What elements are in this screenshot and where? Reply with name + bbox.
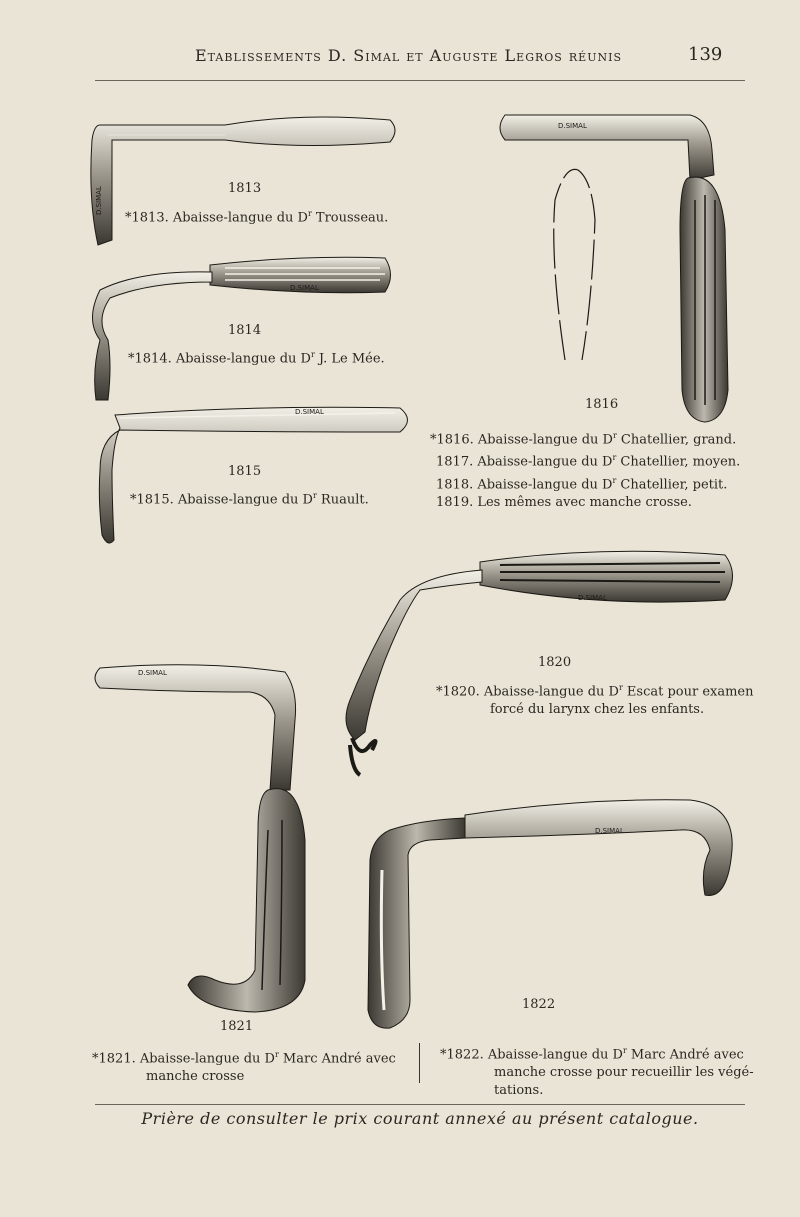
item-number-1814: 1814 bbox=[228, 323, 262, 338]
caption-divider bbox=[419, 1043, 420, 1083]
caption-1822-end: Marc André avec bbox=[626, 1047, 744, 1063]
caption-1814 bbox=[128, 346, 385, 368]
instrument-mark-1813: D.SIMAL bbox=[95, 186, 103, 215]
caption-1813-text: *1813. Abaisse-langue du D bbox=[125, 210, 308, 226]
caption-1819-text: 1819. Les mêmes avec manche crosse. bbox=[436, 494, 692, 510]
caption-1821-end: Marc André avec bbox=[278, 1051, 396, 1067]
caption-1813 bbox=[125, 205, 388, 227]
caption-1814-text: *1814. Abaisse-langue du D bbox=[128, 351, 311, 367]
caption-1815-end: Ruault. bbox=[316, 492, 369, 508]
caption-1817-sup: r bbox=[612, 453, 617, 463]
page-number: 139 bbox=[688, 44, 723, 65]
instrument-1816-illustration bbox=[500, 115, 728, 422]
instrument-mark-1816: D.SIMAL bbox=[558, 122, 587, 130]
caption-1818-text: 1818. Abaisse-langue du D bbox=[436, 476, 613, 492]
caption-1822-line3: tations. bbox=[494, 1083, 544, 1099]
item-number-1815: 1815 bbox=[228, 464, 262, 479]
caption-1822-line2: manche crosse pour recueillir les végé- bbox=[494, 1065, 754, 1081]
item-number-1813: 1813 bbox=[228, 181, 262, 196]
caption-1815-sup: r bbox=[312, 491, 317, 500]
caption-1814-sup: r bbox=[310, 350, 315, 359]
running-header-title: Etablissements D. Simal et Auguste Legros réunis bbox=[195, 46, 622, 65]
caption-1816-end: Chatellier, grand. bbox=[616, 432, 737, 448]
footer-rule bbox=[95, 1104, 745, 1105]
caption-1822-sup: r bbox=[622, 1046, 627, 1055]
item-number-1821: 1821 bbox=[220, 1019, 254, 1034]
caption-1821-sup: r bbox=[274, 1050, 279, 1059]
caption-1820-line2: forcé du larynx chez les enfants. bbox=[490, 702, 705, 718]
caption-1813-sup: r bbox=[307, 209, 312, 218]
caption-1821-line2: manche crosse bbox=[146, 1069, 245, 1085]
caption-1814-end: J. Le Mée. bbox=[314, 351, 385, 367]
caption-1820-end: Escat pour examen bbox=[622, 684, 754, 700]
instrument-mark-1820: D.SIMAL bbox=[578, 594, 607, 602]
caption-1821-text: *1821. Abaisse-langue du D bbox=[92, 1051, 275, 1067]
item-number-1820: 1820 bbox=[538, 655, 572, 670]
instrument-mark-1814: D.SIMAL bbox=[290, 284, 319, 292]
caption-1818-end: Chatellier, petit. bbox=[616, 476, 728, 492]
caption-1818-sup: r bbox=[612, 475, 617, 485]
item-number-1822: 1822 bbox=[522, 997, 556, 1012]
caption-1816-text: *1816. Abaisse-langue du D bbox=[430, 432, 613, 448]
caption-1822 bbox=[440, 1042, 754, 1100]
caption-1821 bbox=[92, 1046, 396, 1086]
caption-1820 bbox=[436, 679, 754, 719]
caption-1815-text: *1815. Abaisse-langue du D bbox=[130, 492, 313, 508]
instrument-mark-1815: D.SIMAL bbox=[295, 408, 324, 416]
instrument-mark-1822: D.SIMAL bbox=[595, 827, 624, 835]
footer-note: Prière de consulter le prix courant annexé au présent catalogue. bbox=[141, 1109, 699, 1128]
caption-1816-1819 bbox=[430, 427, 740, 512]
item-number-1816: 1816 bbox=[585, 397, 619, 412]
instrument-1822-illustration bbox=[368, 800, 732, 1028]
caption-1815 bbox=[130, 487, 369, 509]
caption-1822-text: *1822. Abaisse-langue du D bbox=[440, 1047, 623, 1063]
caption-1817-end: Chatellier, moyen. bbox=[616, 454, 741, 470]
instrument-mark-1821: D.SIMAL bbox=[138, 669, 167, 677]
instrument-1821-illustration bbox=[95, 665, 305, 1012]
caption-1817-text: 1817. Abaisse-langue du D bbox=[436, 454, 613, 470]
caption-1820-sup: r bbox=[618, 683, 623, 692]
caption-1816-sup: r bbox=[612, 431, 617, 440]
caption-1820-text: *1820. Abaisse-langue du D bbox=[436, 684, 619, 700]
caption-1813-end: Trousseau. bbox=[311, 210, 389, 226]
